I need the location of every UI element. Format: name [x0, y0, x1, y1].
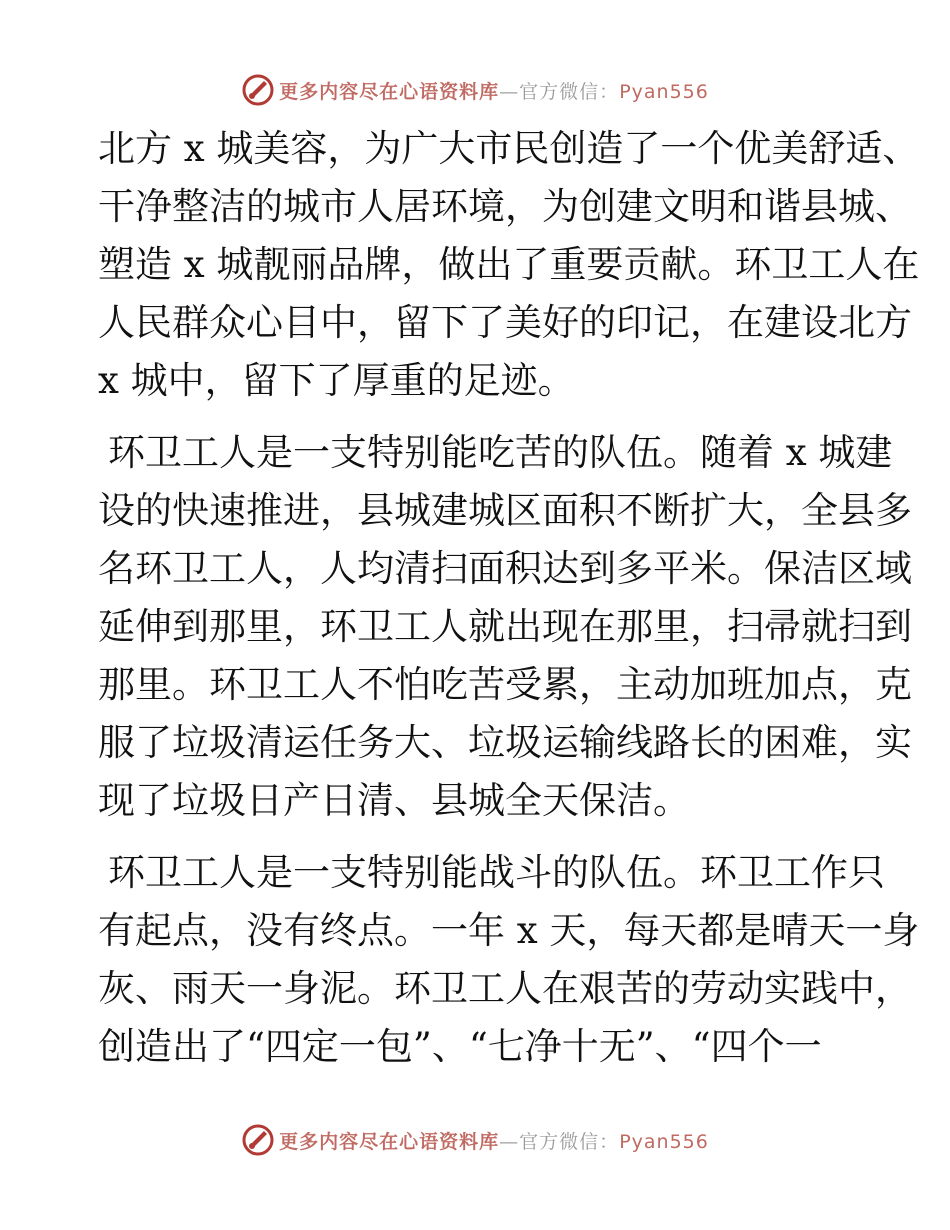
header-watermark [0, 70, 950, 110]
text-line: 有起点，没有终点。一年 x 天，每天都是晴天一身 [98, 909, 920, 952]
brand-logo-icon [241, 73, 275, 107]
text-line: 服了垃圾清运任务大、垃圾运输线路长的困难，实 [98, 721, 912, 764]
header-brand: 更多内容尽在心语资料库 [279, 80, 500, 103]
text-line: 北方 x 城美容，为广大市民创造了一个优美舒适、 [98, 127, 920, 170]
text-line: 灰、雨天一身泥。环卫工人在艰苦的劳动实践中， [98, 967, 912, 1010]
paragraph-2 [0, 424, 950, 830]
text-line: 人民群众心目中，留下了美好的印记，在建设北方 [98, 301, 912, 344]
footer-account: Pyan556 [619, 1130, 709, 1153]
header-wechat-label: 官方微信： [519, 80, 620, 103]
brand-logo-icon [241, 1123, 275, 1157]
text-line: 那里。环卫工人不怕吃苦受累，主动加班加点，克 [98, 663, 912, 706]
footer-dash: — [499, 1130, 520, 1153]
paragraph-3 [0, 844, 950, 1076]
text-line: 名环卫工人，人均清扫面积达到多平米。保洁区域 [98, 547, 912, 590]
text-line: 环卫工人是一支特别能战斗的队伍。环卫工作只 [108, 851, 885, 894]
text-line: 环卫工人是一支特别能吃苦的队伍。随着 x 城建 [108, 431, 893, 474]
paragraph-1 [0, 120, 950, 410]
document-body [0, 120, 950, 1076]
text-line: 设的快速推进，县城建城区面积不断扩大，全县多 [98, 489, 912, 532]
text-line: 创造出了“四定一包”、“七净十无”、“四个一 [98, 1025, 822, 1068]
text-line: 延伸到那里，环卫工人就出现在那里，扫帚就扫到 [98, 605, 912, 648]
text-line: 现了垃圾日产日清、县城全天保洁。 [98, 779, 690, 822]
text-line: x 城中，留下了厚重的足迹。 [98, 359, 575, 402]
footer-wechat-label: 官方微信： [519, 1130, 620, 1153]
footer-watermark [0, 1120, 950, 1160]
text-line: 干净整洁的城市人居环境，为创建文明和谐县城、 [98, 185, 912, 228]
text-line: 塑造 x 城靓丽品牌，做出了重要贡献。环卫工人在 [98, 243, 920, 286]
footer-brand: 更多内容尽在心语资料库 [279, 1130, 500, 1153]
header-dash: — [499, 80, 520, 103]
header-account: Pyan556 [619, 80, 709, 103]
